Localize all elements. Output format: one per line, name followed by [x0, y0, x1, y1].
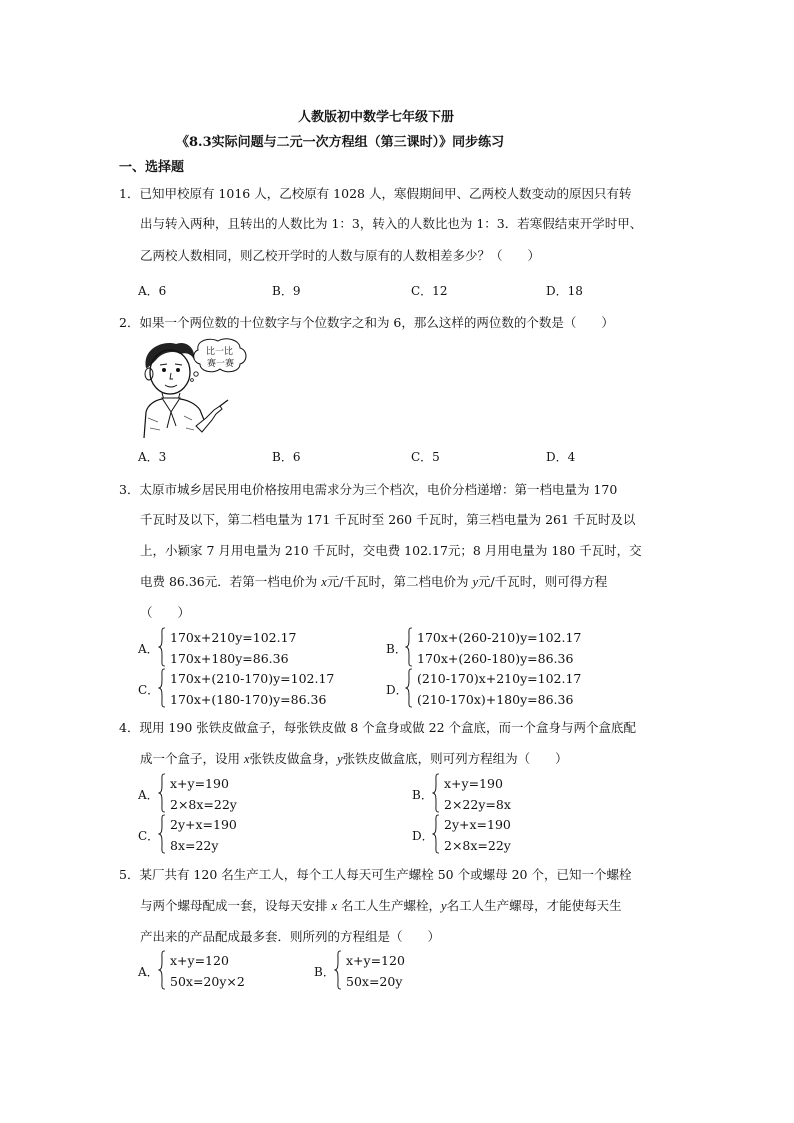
- q5-b-eq2: 50x=20y: [346, 974, 403, 989]
- q2-option-d[interactable]: D．4: [546, 450, 576, 464]
- q5-a-eq2: 50x=20y×2: [170, 974, 245, 989]
- q4-option-d-label[interactable]: D．: [412, 829, 434, 843]
- q3-line-2: 千瓦时及以下，第二档电量为 171 千瓦时至 260 千瓦时，第三档电量为 261 千瓦时及以: [140, 512, 636, 527]
- q1-line-2: 出与转入两种，且转出的人数比为 1：3，转入的人数比也为 1：3．若寒假结束开学时甲、: [140, 216, 643, 231]
- q4-line-1: 4．现用 190 张铁皮做盒子，每张铁皮做 8 个盒身或做 22 个盒底，而一个盒身与两个盒底配: [119, 720, 637, 735]
- q2-option-a[interactable]: A．3: [138, 450, 167, 464]
- q5-option-b-system[interactable]: [334, 950, 484, 994]
- q1-option-b[interactable]: B．9: [272, 284, 301, 298]
- q3-option-b-system[interactable]: [405, 627, 635, 671]
- q4-c-eq2: 8x=22y: [170, 838, 219, 853]
- q2-option-b[interactable]: B．6: [272, 450, 301, 464]
- q4-d-eq2: 2×8x=22y: [444, 838, 511, 853]
- doc-title-line1: 人教版初中数学七年级下册: [298, 110, 455, 125]
- q3-b-eq2: 170x+(260-180)y=86.36: [417, 651, 574, 666]
- q3-option-c-label[interactable]: C．: [138, 683, 160, 697]
- q4-option-a-system[interactable]: [158, 773, 308, 817]
- q2-option-c[interactable]: C．5: [411, 450, 440, 464]
- q4-b-eq2: 2×22y=8x: [444, 797, 511, 812]
- q3-option-a-label[interactable]: A．: [138, 642, 159, 656]
- q3-option-d-system[interactable]: [405, 668, 635, 712]
- q4-line-2: 成一个盒子，设用 x张铁皮做盒身，y张铁皮做盒底，则可列方程组为（ ）: [140, 751, 568, 766]
- var-y: y: [337, 752, 343, 766]
- q1-line-3: 乙两校人数相同，则乙校开学时的人数与原有的人数相差多少？（ ）: [140, 248, 541, 263]
- q5-option-b-label[interactable]: B．: [314, 965, 335, 979]
- q3-d-eq1: (210-170)x+210y=102.17: [417, 671, 582, 686]
- q4-option-c-label[interactable]: C．: [138, 829, 160, 843]
- q1-option-c[interactable]: C．12: [411, 284, 448, 298]
- doc-title-line2: 《8.3实际问题与二元一次方程组（第三课时）》同步练习: [176, 135, 505, 150]
- q3-line-4: 电费 86.36元．若第一档电价为 x元/千瓦时，第二档电价为 y元/千瓦时，则可得方程: [140, 574, 608, 589]
- q4-a-eq1: x+y=190: [170, 776, 229, 791]
- q5-line-3: 产出来的产品配成最多套．则所列的方程组是（ ）: [140, 929, 441, 944]
- var-x: x: [321, 575, 327, 589]
- q5-line-2: 与两个螺母配成一套，设每天安排 x 名工人生产螺栓，y名工人生产螺母，才能使每天生: [140, 898, 622, 913]
- q3-option-d-label[interactable]: D．: [386, 683, 408, 697]
- q3-option-c-system[interactable]: [158, 668, 388, 712]
- bubble-text-1: 比一比: [206, 347, 234, 357]
- q3-a-eq1: 170x+210y=102.17: [170, 630, 297, 645]
- q5-option-a-label[interactable]: A．: [138, 965, 159, 979]
- q3-option-a-system[interactable]: [158, 627, 368, 671]
- var-y: y: [472, 575, 479, 589]
- q4-d-eq1: 2y+x=190: [444, 817, 511, 832]
- q4-a-eq2: 2×8x=22y: [170, 797, 237, 812]
- q3-c-eq1: 170x+(210-170)y=102.17: [170, 671, 335, 686]
- q4-option-b-label[interactable]: B．: [412, 788, 433, 802]
- q5-line-1: 5．某厂共有 120 名生产工人，每个工人每天可生产螺栓 50 个或螺母 20 个，已知一个螺栓: [119, 867, 632, 882]
- q5-b-eq1: x+y=120: [346, 953, 405, 968]
- var-x: x: [243, 752, 250, 766]
- q2-line-1: 2．如果一个两位数的十位数字与个位数字之和为 6，那么这样的两位数的个数是（ ）: [119, 315, 614, 330]
- q3-option-b-label[interactable]: B．: [386, 642, 407, 656]
- q3-a-eq2: 170x+180y=86.36: [170, 651, 289, 666]
- q4-c-eq1: 2y+x=190: [170, 817, 237, 832]
- q4-option-c-system[interactable]: [158, 814, 308, 858]
- q3-b-eq1: 170x+(260-210)y=102.17: [417, 630, 582, 645]
- q1-option-a[interactable]: A．6: [138, 284, 167, 298]
- var-x: x: [331, 899, 338, 913]
- q4-option-a-label[interactable]: A．: [138, 788, 159, 802]
- section-heading: 一、选择题: [119, 160, 185, 175]
- q4-option-d-system[interactable]: [432, 814, 582, 858]
- q5-a-eq1: x+y=120: [170, 953, 229, 968]
- q4-b-eq1: x+y=190: [444, 776, 503, 791]
- q1-option-d[interactable]: D．18: [546, 284, 583, 298]
- q3-d-eq2: (210-170x)+180y=86.36: [417, 692, 574, 707]
- var-y: y: [441, 899, 447, 913]
- boy-cartoon-illustration: [134, 338, 254, 440]
- bubble-text-2: 赛一赛: [207, 359, 235, 369]
- q1-line-1: 1．已知甲校原有 1016 人，乙校原有 1028 人，寒假期间甲、乙两校人数变动的原因只有转: [119, 186, 632, 201]
- q4-option-b-system[interactable]: [432, 773, 582, 817]
- q3-paren: （ ）: [140, 605, 191, 620]
- q3-line-1: 3．太原市城乡居民用电价格按用电需求分为三个档次，电价分档递增：第一档电量为 170: [119, 482, 618, 497]
- q3-line-3: 上，小颖家 7 月用电量为 210 千瓦时，交电费 102.17元；8 月用电量为 180 千瓦时，交: [140, 543, 642, 558]
- q3-c-eq2: 170x+(180-170)y=86.36: [170, 692, 327, 707]
- q5-option-a-system[interactable]: [158, 950, 308, 994]
